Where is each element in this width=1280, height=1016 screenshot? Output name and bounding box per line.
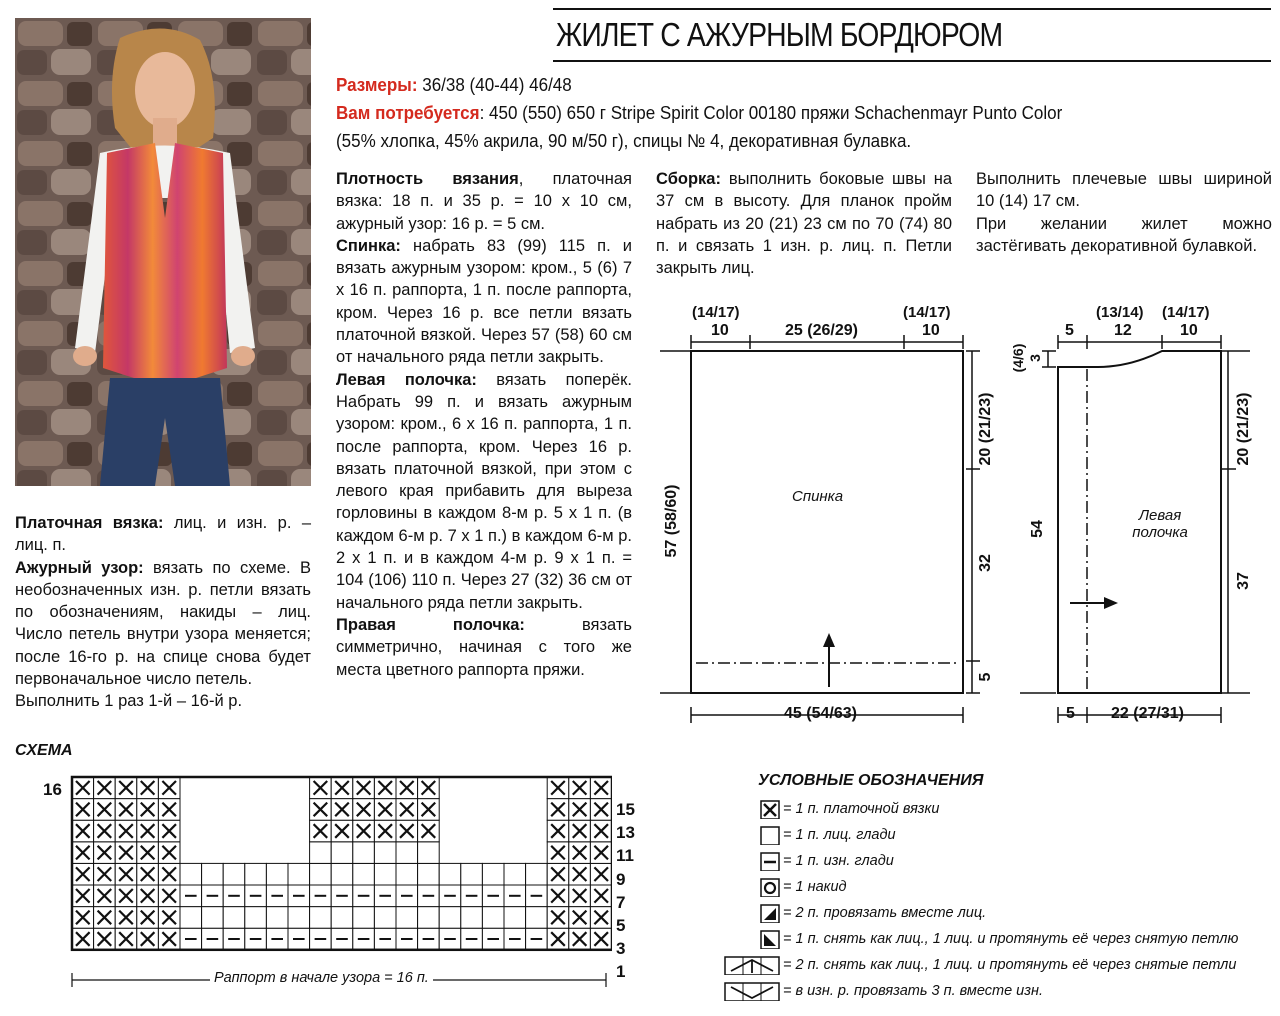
back-left-height: 57 (58/60) [663,484,680,558]
k2tog-icon [723,903,783,923]
legend-item: = 1 п. снять как лиц., 1 лиц. и протянуть её через снятую петлю [723,928,1238,950]
model-photo [15,18,311,486]
front-top-mid-label: (13/14) [1096,304,1144,321]
front-right-top: 20 (21/23) [1235,392,1252,466]
front-left-height: 54 [1029,520,1046,538]
front-right-bottom: 37 [1235,572,1252,590]
pin-paragraph: При желании жилет можно застёгивать декоративной булавкой. [976,214,1272,255]
woman-in-vest-image [15,18,311,486]
repeat-paragraph: Выполнить 1 раз 1-й – 16-й р. [15,692,243,711]
shoulder-paragraph: Выполнить плечевые швы шириной 10 (14) 17 см. [976,170,1272,211]
back-top-right-value: 10 [922,322,940,339]
garter-paragraph: Платочная вязка: лиц. и изн. р. – лиц. п. [15,514,311,555]
sizes-value: 36/38 (40-44) 46/48 [417,74,572,95]
knitting-direction-arrow-icon [823,633,835,687]
chart-grid [72,777,612,950]
column-stitches [15,512,311,713]
legend-item: = в изн. р. провязать 3 п. вместе изн. [723,980,1043,1002]
back-right-top: 20 (21/23) [977,392,994,466]
front-top-mid-value: 12 [1114,322,1132,339]
title-rule-bottom [553,60,1271,62]
column-finishing [976,168,1272,257]
p3tog-icon [723,981,783,1001]
back-top-left-label: (14/17) [692,304,740,321]
yarn-over-icon [723,877,783,897]
sizes-line [336,73,572,97]
back-top-left-value: 10 [711,322,729,339]
materials-text-1: : 450 (550) 650 г Stripe Spirit Color 00180 пряжи Schachenmayr Punto Color [479,102,1063,123]
front-bottom-right: 22 (27/31) [1111,705,1184,722]
materials-line-2: (55% хлопка, 45% акрила, 90 м/50 г), спицы № 4, декоративная булавка. [336,130,912,151]
schema-label: СХЕМА [15,742,73,759]
schema-footer: Раппорт в начале узора = 16 п. [210,970,433,986]
back-top-mid: 25 (26/29) [785,322,858,339]
back-right-mid: 32 [977,554,994,572]
schema-row-16: 16 [43,780,62,799]
front-top-right-value: 10 [1180,322,1198,339]
back-schematic [650,295,990,730]
front-left-top-label: (4/6) [1010,343,1026,373]
page-title: ЖИЛЕТ С АЖУРНЫМ БОРДЮРОМ [556,16,1003,53]
front-bottom-left: 5 [1066,705,1075,722]
legend-item: = 1 п. платочной вязки [723,798,939,820]
column-back-and-fronts [336,168,632,681]
garter-stitch-icon [723,799,783,819]
front-left-top-value: 3 [1027,354,1043,362]
skpo-icon [723,929,783,949]
legend-item: = 2 п. провязать вместе лиц. [723,902,986,924]
legend-item: = 1 п. лиц. глади [723,824,896,846]
left-front-paragraph: Левая полочка: вязать поперёк. Набрать 99 п. и вязать ажурным узором: кром., 6 х 16 п. раппорта, 1 п. после раппорта, кром. Через 16 р. вязать платочной вязкой, при этом с левого края прибавить для выреза горловины в каждом 8-м р. 5 х 1 п. (в каждом 6-м р. 7 х 1 п.) в каждом 6-м р. 2 х 1 п. и в каждом 4-м р. 9 х 1 п. = 104 (106) 110 п. Через 27 (32) 36 см от начального ряда петли закрыть. [336,370,632,612]
assembly-paragraph: Сборка: выполнить боковые швы на 37 см в высоту. Для планок пройм набрать из 20 (21) 23 см по 70 (74) 80 п. и связать 1 изн. р. лиц. п. Петли закрыть лиц. [656,170,952,278]
purl-stitch-icon [723,851,783,871]
column-assembly [656,168,952,279]
materials-label: Вам потребуется [336,102,480,123]
legend-item: = 1 п. изн. глади [723,850,894,872]
front-knitting-direction-arrow-icon [1070,597,1118,609]
front-top-left: 5 [1065,322,1074,339]
back-top-right-label: (14/17) [903,304,951,321]
gauge-paragraph: Плотность вязания, платочная вязка: 18 п. и 35 р. = 10 х 10 см, ажурный узор: 16 р. = 5 см. [336,170,632,233]
knit-stitch-icon [723,825,783,845]
materials-line-1 [336,101,1062,125]
legend-item: = 1 накид [723,876,847,898]
title-rule-top [553,8,1271,10]
legend-title: УСЛОВНЫЕ ОБОЗНАЧЕНИЯ [758,772,984,789]
schema-row-numbers: 15 13 11 9 7 5 3 1 [616,800,635,982]
front-top-right-label: (14/17) [1162,304,1210,321]
front-name: Левая полочка [1132,507,1188,541]
right-front-paragraph: Правая полочка: вязать симметрично, начиная с того же места цветного раппорта пряжи. [336,615,632,679]
lace-paragraph: Ажурный узор: вязать по схеме. В необозначенных изн. р. петли вязать по обозначениям, накиды – лиц. Число петель внутри узора меняется; после 16-го р. на спице снова будет первоначальное число петель. [15,558,311,689]
back-right-bottom: 5 [977,672,994,682]
back-bottom: 45 (54/63) [784,705,857,722]
double-decrease-icon [723,955,783,975]
back-name: Спинка [792,488,844,505]
sizes-label: Размеры: [336,74,418,95]
legend-item: = 2 п. снять как лиц., 1 лиц. и протянуть её через снятые петли [723,954,1236,976]
back-paragraph: Спинка: набрать 83 (99) 115 п. и вязать ажурным узором: кром., 5 (6) 7 х 16 п. раппорта, 1 п. после раппорта, кром. Через 16 р. все петли вязать платочной вязкой. Через 57 (58) 60 см от начального ряда петли закрыть. [336,236,632,367]
